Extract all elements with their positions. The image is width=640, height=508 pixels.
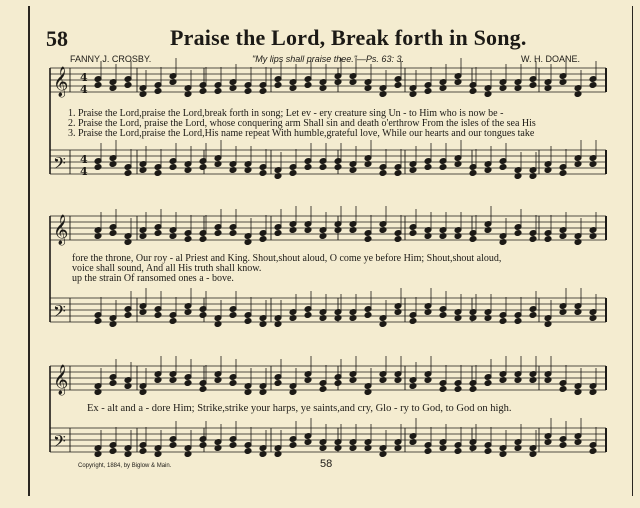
note-head (109, 448, 117, 455)
note-head (244, 88, 252, 95)
note-head (244, 318, 252, 325)
scripture-reference: "My lips shall praise thee."—Ps. 63: 3. (252, 54, 404, 64)
note-head (199, 164, 207, 171)
note-head (409, 230, 417, 237)
note-head (439, 386, 447, 393)
note-head (514, 230, 522, 237)
note-head (379, 170, 387, 177)
verse-line-2: 2. Praise the Lord, praise the Lord, whose conquering arm Shall sin and death o'erthrow From the isles of the sea His (68, 118, 536, 129)
note-head (394, 170, 402, 177)
note-head (529, 312, 537, 319)
note-head (499, 318, 507, 325)
note-head (304, 312, 312, 319)
note-head (109, 230, 117, 237)
composer-credit: W. H. DOANE. (521, 54, 581, 64)
verse-line-3: 3. Praise the Lord,praise the Lord,His name repeat With humble,grateful love, While our hearts and our tongues take (68, 128, 535, 139)
note-head (199, 386, 207, 393)
note-head (199, 442, 207, 449)
bass-clef-icon: 𝄢 (53, 301, 66, 325)
note-head (589, 82, 597, 89)
note-head (424, 448, 432, 455)
note-head (139, 448, 147, 455)
note-head (469, 88, 477, 95)
note-head (289, 170, 297, 177)
verse-continuation-3: up the strain Of ransomed ones a - bove. (72, 273, 234, 284)
note-head (469, 386, 477, 393)
note-head (154, 170, 162, 177)
note-head (304, 82, 312, 89)
note-head (169, 442, 177, 449)
page-number: 58 (320, 458, 333, 470)
note-head (154, 230, 162, 237)
refrain-lyric: Ex - alt and a - dore Him; Strike,strike your harps, ye saints,and cry, Glo - ry to God, to God on high. (87, 403, 512, 414)
note-head (259, 236, 267, 243)
note-head (484, 380, 492, 387)
note-head (454, 448, 462, 455)
note-head (439, 164, 447, 171)
note-head (469, 236, 477, 243)
note-head (169, 318, 177, 325)
verse-line-1: 1. Praise the Lord,praise the Lord,break forth in song; Let ev - ery creature sing Un - to Him who is now be - (68, 108, 504, 119)
note-head (124, 82, 132, 89)
note-head (469, 170, 477, 177)
author-credit: FANNY J. CROSBY. (70, 54, 152, 64)
note-head (274, 380, 282, 387)
hymn-title: Praise the Lord, Break forth in Song. (170, 25, 527, 50)
note-head (274, 82, 282, 89)
note-head (529, 236, 537, 243)
note-head (229, 380, 237, 387)
note-head (529, 82, 537, 89)
note-head (424, 164, 432, 171)
note-head (184, 380, 192, 387)
note-head (94, 164, 102, 171)
note-head (199, 236, 207, 243)
note-head (229, 442, 237, 449)
bass-clef-icon: 𝄢 (53, 153, 66, 177)
time-signature: 4 (80, 71, 88, 84)
note-head (154, 312, 162, 319)
note-head (544, 236, 552, 243)
note-head (214, 230, 222, 237)
note-head (124, 170, 132, 177)
note-head (94, 318, 102, 325)
note-head (274, 230, 282, 237)
note-head (589, 448, 597, 455)
note-head (319, 386, 327, 393)
note-head (109, 380, 117, 387)
verse-continuation-1: fore the throne, Our roy - al Priest and King. Shout,shout aloud, O come ye before Him; Shout,shout aloud, (72, 253, 502, 264)
note-head (94, 82, 102, 89)
note-head (334, 380, 342, 387)
note-head (439, 312, 447, 319)
note-head (244, 448, 252, 455)
note-head (124, 312, 132, 319)
note-head (484, 448, 492, 455)
note-head (394, 236, 402, 243)
note-head (454, 386, 462, 393)
note-head (259, 170, 267, 177)
note-head (319, 164, 327, 171)
note-head (229, 230, 237, 237)
note-head (199, 312, 207, 319)
note-head (559, 170, 567, 177)
note-head (364, 236, 372, 243)
bass-clef-icon: 𝄢 (53, 431, 66, 455)
note-head (214, 88, 222, 95)
note-head (499, 164, 507, 171)
verse-continuation-2: voice shall sound, And all His truth shall know. (72, 263, 262, 274)
note-head (364, 312, 372, 319)
note-head (409, 318, 417, 325)
copyright-notice: Copyright, 1884, by Biglow & Main. (78, 463, 172, 469)
note-head (259, 88, 267, 95)
time-signature: 4 (80, 165, 88, 178)
treble-clef-icon: 𝄞 (53, 215, 69, 245)
note-head (169, 164, 177, 171)
note-head (289, 442, 297, 449)
note-head (154, 88, 162, 95)
treble-clef-icon: 𝄞 (53, 67, 69, 97)
note-head (229, 312, 237, 319)
note-head (199, 88, 207, 95)
note-head (559, 386, 567, 393)
note-head (334, 164, 342, 171)
note-head (304, 164, 312, 171)
treble-clef-icon: 𝄞 (53, 365, 69, 395)
note-head (514, 318, 522, 325)
time-signature: 4 (80, 83, 88, 96)
note-head (394, 82, 402, 89)
note-head (559, 442, 567, 449)
note-head (184, 236, 192, 243)
note-head (424, 88, 432, 95)
hymn-number: 58 (46, 26, 68, 51)
time-signature: 4 (80, 153, 88, 166)
